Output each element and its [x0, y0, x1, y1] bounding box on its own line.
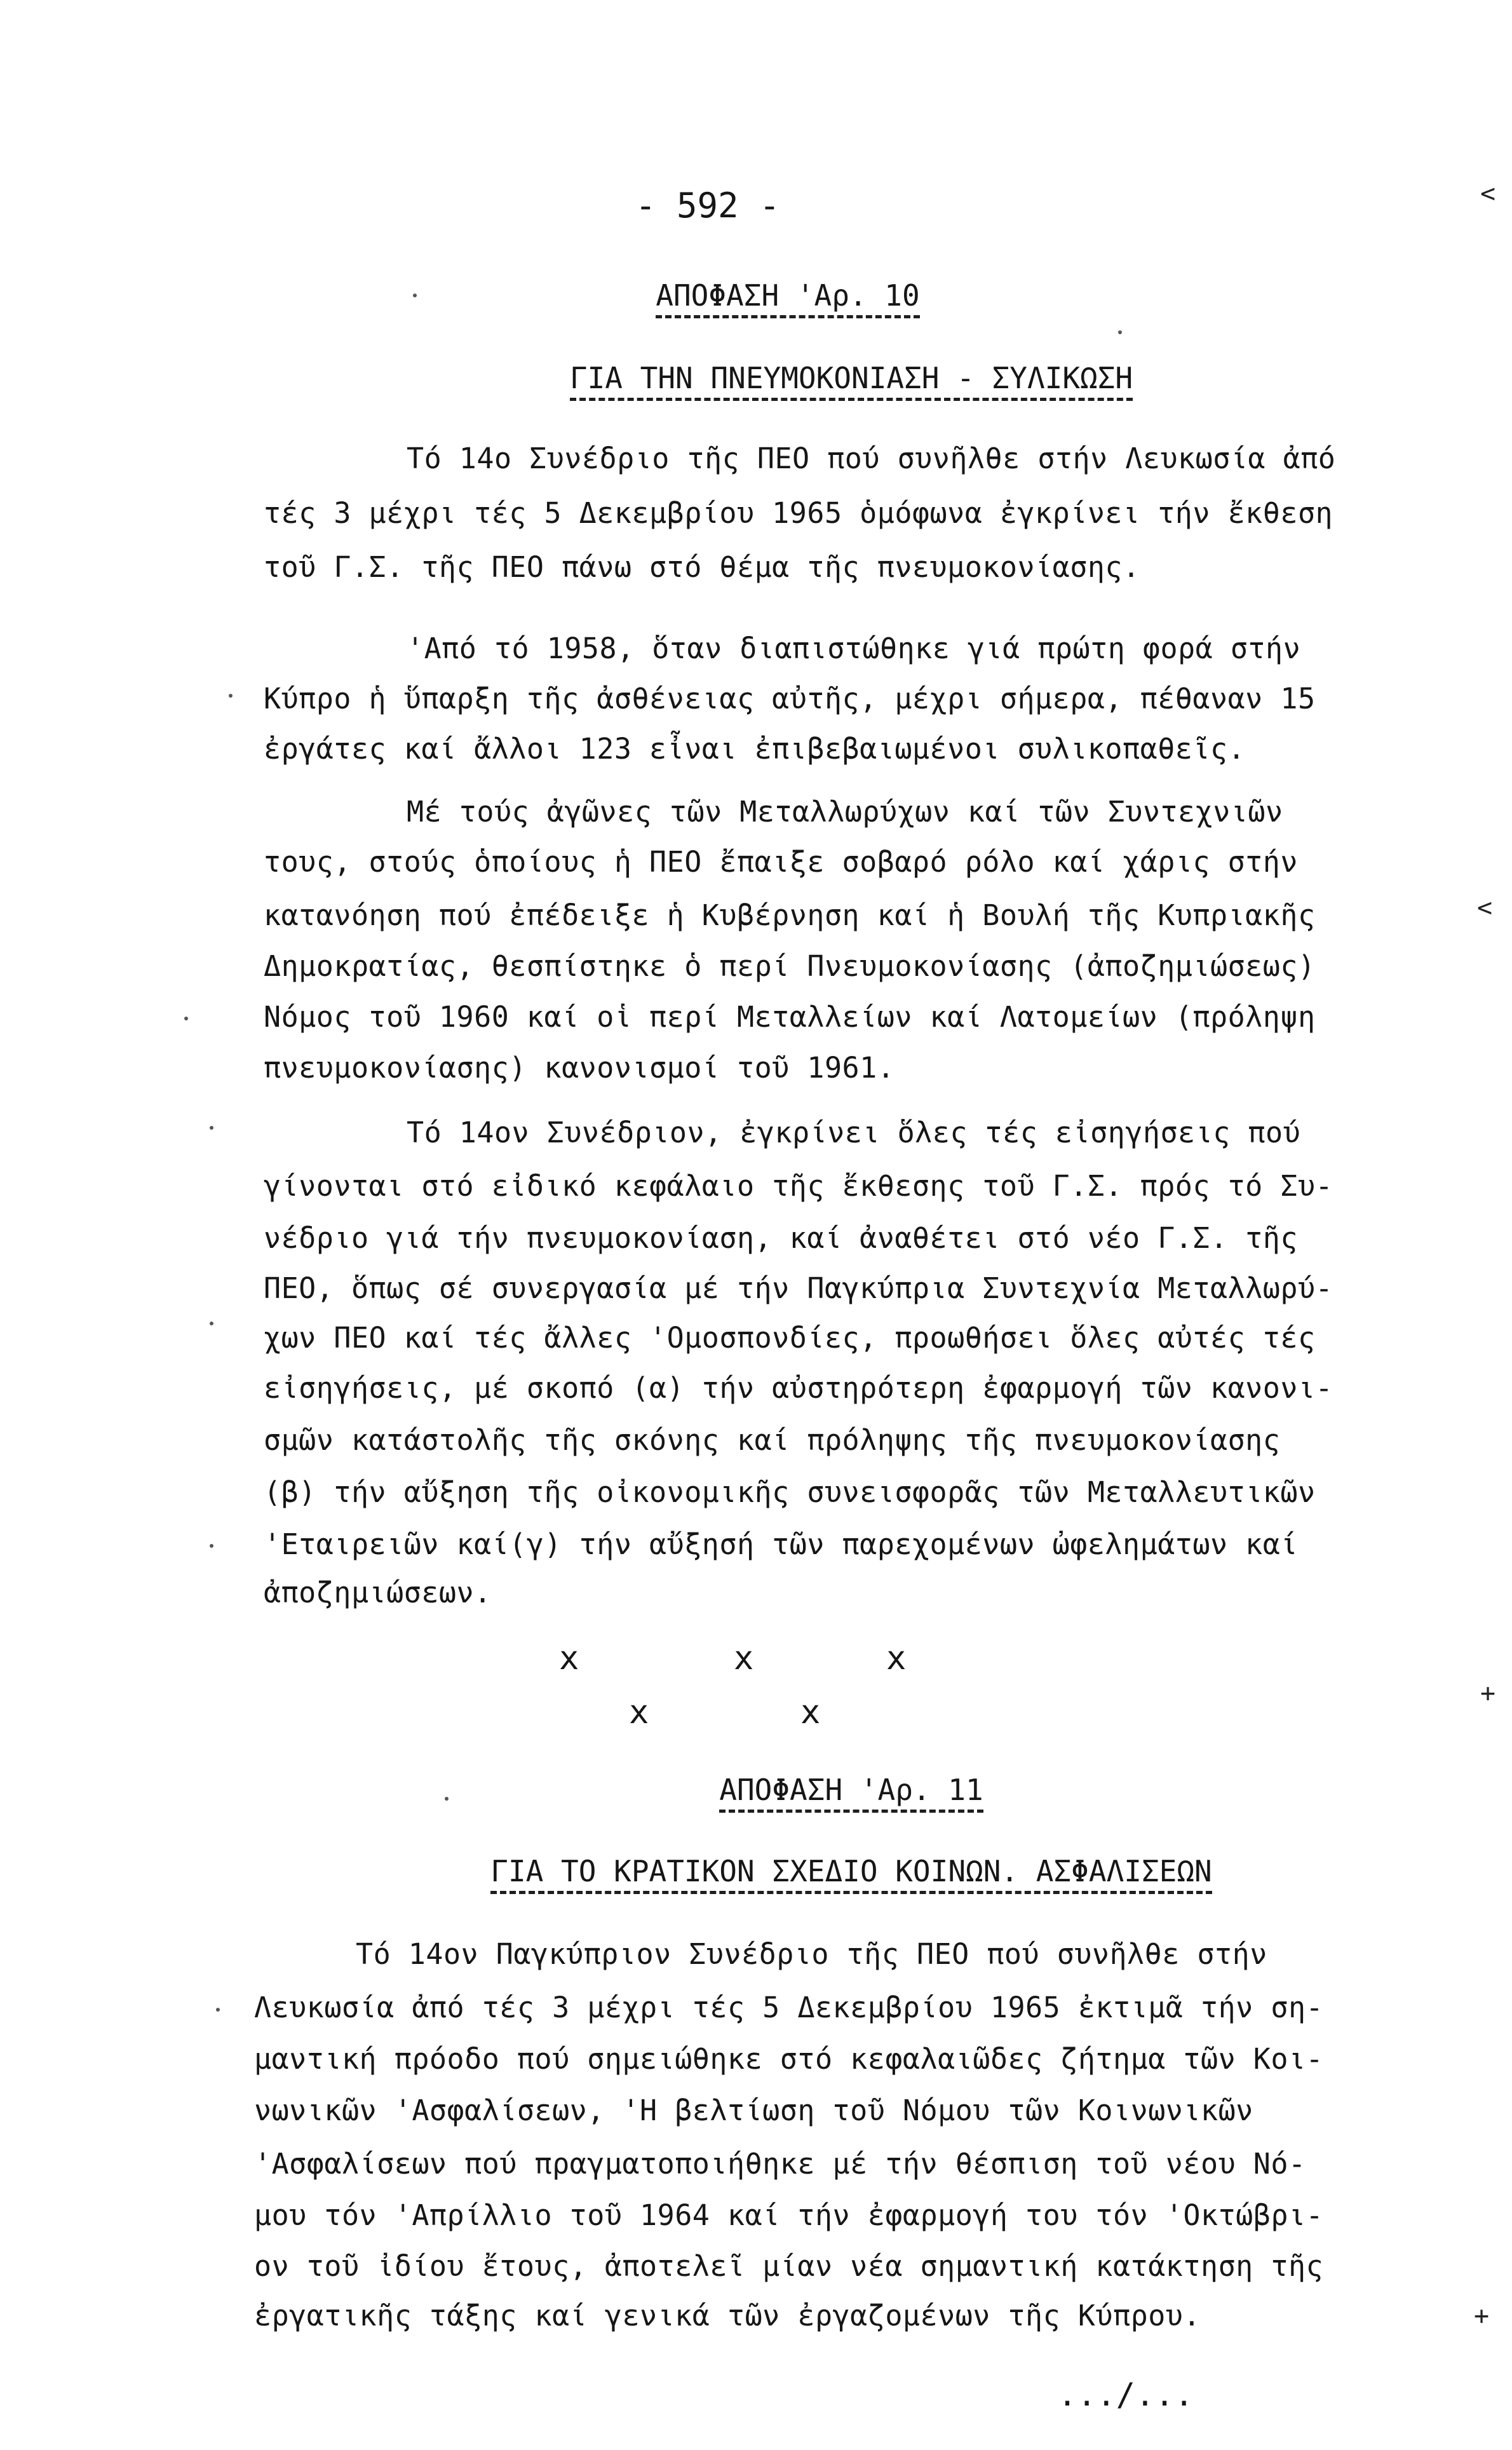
decision-10-line: Μέ τούς ἀγῶνες τῶν Μεταλλωρύχων καί τῶν Συντεχνιῶν [407, 795, 1283, 829]
decision-11-line: μου τόν 'Απρίλλιο τοῦ 1964 καί τήν ἐφαρμογή του τόν 'Οκτώβρι- [254, 2198, 1324, 2232]
edge-mark: < [1477, 893, 1493, 923]
decision-10-line: (β) τήν αὔξηση τῆς οἰκονομικῆς συνεισφορᾶς τῶν Μεταλλευτικῶν [264, 1475, 1316, 1509]
decision-10-line: τοῦ Γ.Σ. τῆς ΠΕΟ πάνω στό θέμα τῆς πνευμοκονίασης. [264, 550, 1140, 584]
scan-speck [1118, 330, 1122, 334]
continuation-mark: .../... [1058, 2376, 1194, 2413]
decision-11-subheading: ΓΙΑ ΤΟ ΚΡΑΤΙΚΟΝ ΣΧΕΔΙΟ ΚΟΙΝΩΝ. ΑΣΦΑΛΙΣΕΩΝ [490, 1854, 1212, 1894]
decision-11-heading-wrap [0, 1773, 1512, 1813]
decision-10-line: τους, στούς ὁποίους ἡ ΠΕΟ ἔπαιξε σοβαρό ρόλο καί χάρις στήν [264, 845, 1298, 879]
scan-speck [210, 1322, 213, 1325]
edge-mark: + [1474, 2301, 1490, 2331]
decision-10-subheading: ΓΙΑ ΤΗΝ ΠΝΕΥΜΟΚΟΝΙΑΣΗ - ΣΥΛΙΚΩΣΗ [570, 361, 1133, 401]
decision-10-line: 'Από τό 1958, ὅταν διαπιστώθηκε γιά πρώτη φορά στήν [407, 632, 1301, 665]
decision-10-subheading-wrap [0, 361, 1512, 401]
decision-10-line: 'Εταιρειῶν καί(γ) τήν αὔξησή τῶν παρεχομένων ὠφελημάτων καί [264, 1527, 1298, 1561]
decision-11-line: ον τοῦ ἰδίου ἔτους, ἀποτελεῖ μίαν νέα σημαντική κατάκτηση τῆς [254, 2249, 1324, 2283]
edge-mark: + [1480, 1679, 1496, 1708]
decision-10-line: γίνονται στό εἰδικό κεφάλαιο τῆς ἔκθεσης τοῦ Γ.Σ. πρός τό Συ- [264, 1169, 1333, 1203]
separator-mark: x [559, 1639, 579, 1677]
separator-mark: x [734, 1639, 754, 1677]
decision-11-line: μαντική πρόοδο πού σημειώθηκε στό κεφαλαιῶδες ζήτημα τῶν Κοι- [254, 2042, 1324, 2076]
decision-10-line: Κύπρο ἡ ὕπαρξη τῆς ἀσθένειας αὐτῆς, μέχρι σήμερα, πέθαναν 15 [264, 682, 1316, 715]
scan-speck [413, 294, 417, 297]
scan-speck [210, 1544, 213, 1548]
decision-10-line: ἀποζημιώσεων. [264, 1576, 492, 1609]
decision-10-line: νέδριο γιά τήν πνευμοκονίαση, καί ἀναθέτει στό νέο Γ.Σ. τῆς [264, 1221, 1298, 1255]
decision-11-line: Τό 14ον Παγκύπριον Συνέδριο τῆς ΠΕΟ πού συνῆλθε στήν [356, 1937, 1267, 1971]
decision-11-heading: ΑΠΟΦΑΣΗ 'Αρ. 11 [719, 1773, 983, 1813]
decision-10-line: εἰσηγήσεις, μέ σκοπό (α) τήν αὐστηρότερη ἐφαρμογή τῶν κανονι- [264, 1371, 1333, 1405]
decision-10-heading: ΑΠΟΦΑΣΗ 'Αρ. 10 [656, 278, 919, 318]
scan-speck [445, 1797, 449, 1801]
decision-11-line: ἐργατικῆς τάξης καί γενικά τῶν ἐργαζομένων τῆς Κύπρου. [254, 2299, 1201, 2332]
decision-10-line: κατανόηση πού ἐπέδειξε ἡ Κυβέρνηση καί ἡ Βουλή τῆς Κυπριακῆς [264, 898, 1316, 932]
decision-10-line: Τό 14ον Συνέδριον, ἐγκρίνει ὅλες τές εἰσηγήσεις πού [407, 1116, 1301, 1149]
decision-10-line: ΠΕΟ, ὅπως σέ συνεργασία μέ τήν Παγκύπρια Συντεχνία Μεταλλωρύ- [264, 1271, 1333, 1305]
separator-mark: x [886, 1639, 907, 1677]
decision-10-line: τές 3 μέχρι τές 5 Δεκεμβρίου 1965 ὁμόφωνα ἐγκρίνει τήν ἔκθεση [264, 496, 1333, 530]
separator-mark: x [629, 1693, 649, 1731]
decision-10-line: πνευμοκονίασης) κανονισμοί τοῦ 1961. [264, 1051, 895, 1085]
decision-10-line: χων ΠΕΟ καί τές ἄλλες 'Ομοσπονδίες, προωθήσει ὅλες αὐτές τές [264, 1321, 1316, 1355]
decision-10-line: ἐργάτες καί ἄλλοι 123 εἶναι ἐπιβεβαιωμένοι συλικοπαθεῖς. [264, 732, 1246, 766]
decision-11-line: 'Ασφαλίσεων πού πραγματοποιήθηκε μέ τήν θέσπιση τοῦ νέου Νό- [254, 2147, 1306, 2181]
scan-speck [184, 1017, 188, 1020]
page-number: - 592 - [635, 186, 780, 226]
decision-10-heading-wrap [0, 278, 1512, 318]
separator-mark: x [800, 1693, 821, 1731]
decision-10-line: Δημοκρατίας, θεσπίστηκε ὁ περί Πνευμοκονίασης (ἀποζημιώσεως) [264, 949, 1316, 983]
scan-speck [229, 694, 233, 698]
scan-speck [210, 1126, 213, 1130]
decision-11-line: νωνικῶν 'Ασφαλίσεων, 'Η βελτίωση τοῦ Νόμου τῶν Κοινωνικῶν [254, 2094, 1253, 2127]
decision-10-line: Νόμος τοῦ 1960 καί οἱ περί Μεταλλείων καί Λατομείων (πρόληψη [264, 1000, 1316, 1034]
decision-11-line: Λευκωσία ἀπό τές 3 μέχρι τές 5 Δεκεμβρίου 1965 ἐκτιμᾶ τήν ση- [254, 1991, 1324, 2024]
decision-11-subheading-wrap [0, 1854, 1512, 1894]
scan-speck [216, 2008, 220, 2012]
decision-10-line: Τό 14ο Συνέδριο τῆς ΠΕΟ πού συνῆλθε στήν Λευκωσία ἀπό [407, 442, 1336, 475]
edge-mark: < [1480, 179, 1496, 208]
decision-10-line: σμῶν κατάστολῆς τῆς σκόνης καί πρόληψης τῆς πνευμοκονίασης [264, 1423, 1281, 1457]
